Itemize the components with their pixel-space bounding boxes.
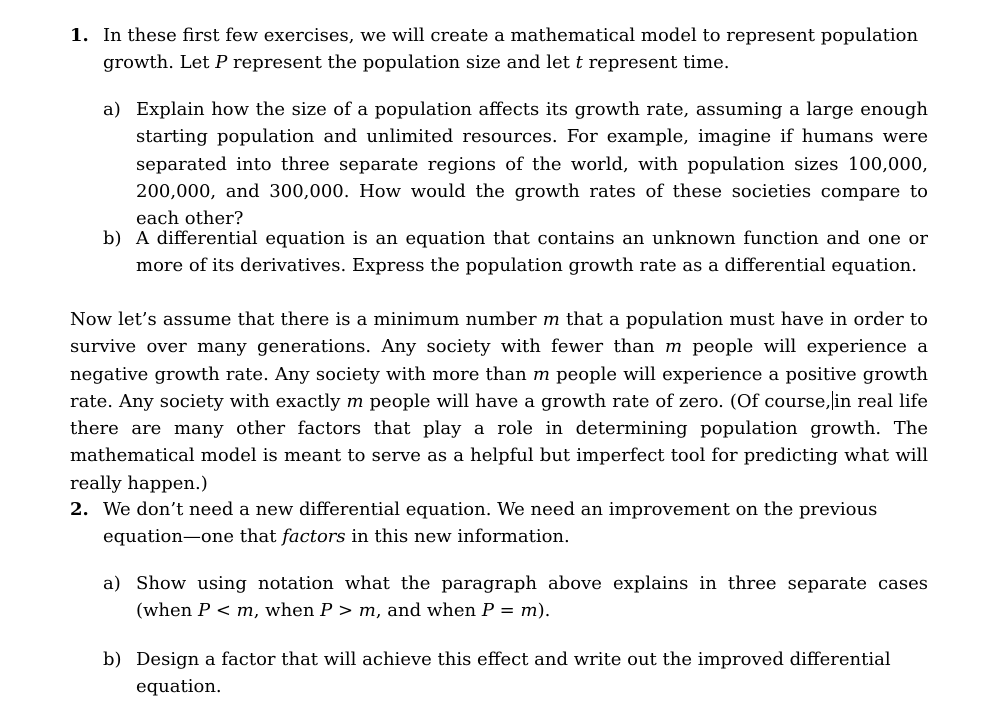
question-2b-letter: b) (103, 649, 122, 670)
question-2-intro: We don’t need a new differential equation. We need an improvement on the previous equation—one that factors in this new information. (103, 499, 878, 548)
question-2a-text: Show using notation what the paragraph above explains in three separate cases (when P < m, when P > m, and when P = m). (136, 573, 928, 622)
question-2-number: 2. (70, 499, 89, 520)
case-equal: P = m (481, 600, 538, 622)
model-paragraph: Now let’s assume that there is a minimum number m that a population must have in order to survive over many generations. Any society with fewer than m people will experience a negative growth rate. Any society with more than m people will experience a positive growth rate. Any society with exactly m people will have a growth rate of zero. (Of course, in real life there are many other factors that play a role in determining population growth. The mathematical model is meant to serve as a helpful but imperfect tool for predicting what will really happen.) (70, 309, 928, 494)
emphasis-factors: factors (282, 526, 346, 548)
variable-p: P (215, 52, 228, 74)
variable-t: t (575, 52, 583, 74)
question-1-number: 1. (70, 25, 89, 46)
question-1-intro: In these first few exercises, we will create a mathematical model to represent population growth. Let P represent the population size and let t represent time. (103, 25, 919, 74)
question-1a-text: Explain how the size of a population affects its growth rate, assuming a large enough starting population and unlimited resources. For example, imagine if humans were separated into three separate regions of the world, with population sizes 100,000, 200,000, and 300,000. How would the growth rates of these societies compare to each other? (136, 99, 928, 230)
question-2a-letter: a) (103, 573, 121, 594)
case-greater-than: P > m (320, 600, 376, 622)
question-2b-text: Design a factor that will achieve this effect and write out the improved differential equation. (136, 649, 891, 698)
question-1b-letter: b) (103, 228, 122, 249)
question-1a-letter: a) (103, 99, 121, 120)
question-1b-text: A differential equation is an equation that contains an unknown function and one or more of its derivatives. Express the population growth rate as a differential equation. (136, 228, 928, 277)
text-cursor (832, 391, 833, 410)
case-less-than: P < m (198, 600, 254, 622)
